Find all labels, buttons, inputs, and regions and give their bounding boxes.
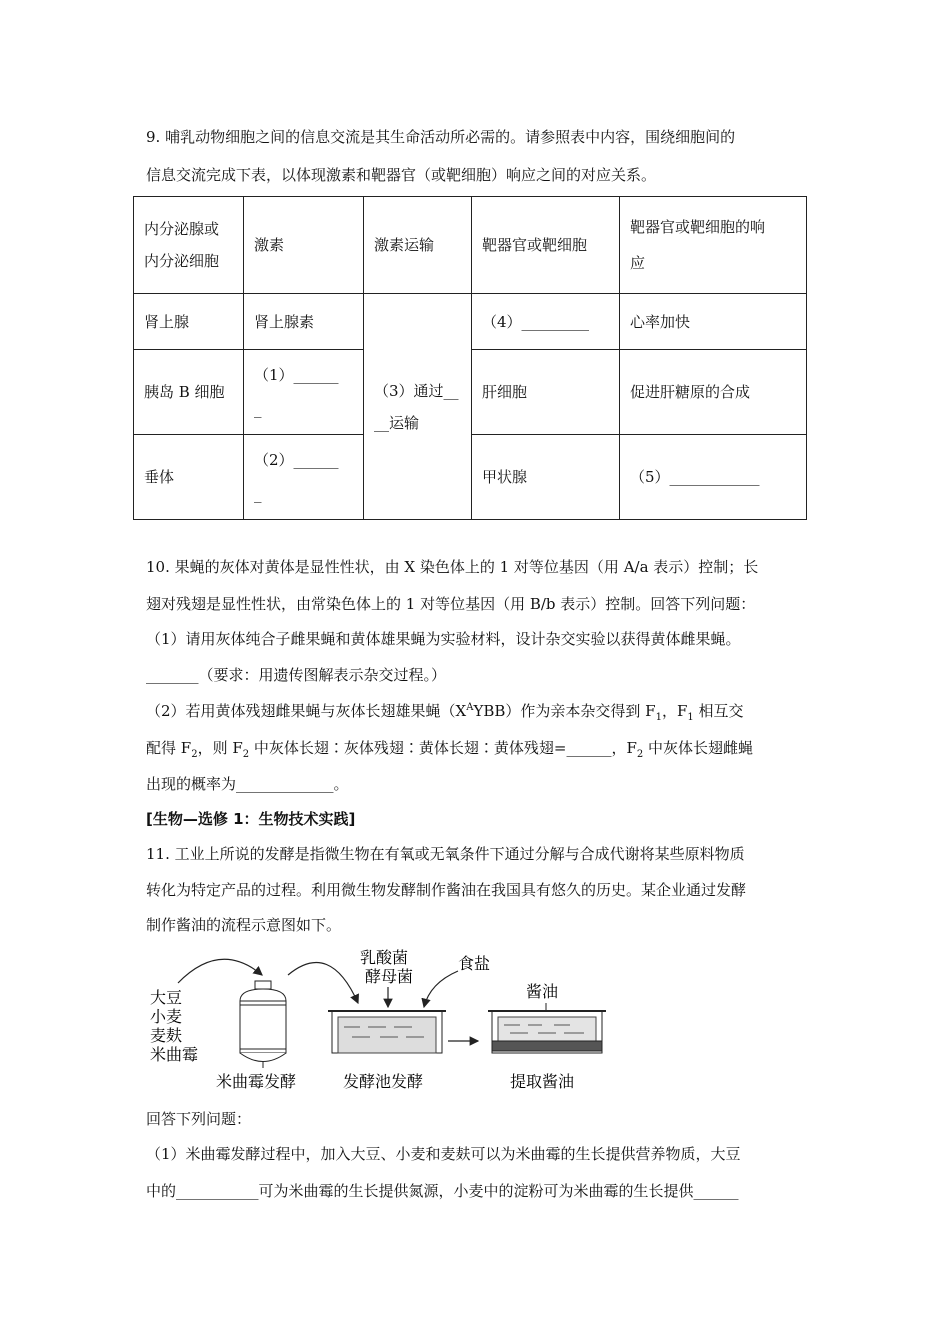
- q10-line-3: （1）请用灰体纯合子雌果蝇和黄体雄果蝇为实验材料，设计杂交实验以获得黄体雌果蝇。: [146, 630, 741, 648]
- material-aspergillus: 米曲霉: [150, 1045, 199, 1064]
- cell-hormone: 肾上腺素: [244, 294, 364, 350]
- cell-hormone: （1）______ _: [244, 350, 364, 435]
- q11-line-3: 制作酱油的流程示意图如下。: [146, 916, 342, 934]
- q10-line-1: 10. 果蝇的灰体对黄体是显性性状，由 X 染色体上的 1 对等位基因（用 A/a 表示）控制；长: [146, 558, 759, 576]
- q11-line-2: 转化为特定产品的过程。利用微生物发酵制作酱油在我国具有悠久的历史。某企业通过发酵: [146, 881, 747, 899]
- header-gland: 内分泌腺或 内分泌细胞: [134, 197, 244, 294]
- arrow-materials-to-fermenter: [178, 959, 262, 983]
- header-target: 靶器官或靶细胞: [472, 197, 620, 294]
- table-row: [134, 294, 807, 350]
- cell-target: （4）_________: [472, 294, 620, 350]
- cell-hormone: （2）______ _: [244, 435, 364, 520]
- arrow-fermenter-to-tank: [288, 963, 358, 1004]
- stage-label-extract: 提取酱油: [510, 1072, 575, 1091]
- fermenter-vessel-icon: [240, 981, 286, 1068]
- soy-sauce-process-diagram: [140, 945, 620, 1095]
- header-transport: 激素运输: [364, 197, 472, 294]
- section-title: [生物—选修 1：生物技术实践]: [146, 810, 356, 828]
- header-hormone: 激素: [244, 197, 364, 294]
- q11-line-6: 中的___________可为米曲霉的生长提供氮源，小麦中的淀粉可为米曲霉的生长提供______: [146, 1182, 739, 1200]
- q10-line-5: （2）若用黄体残翅雌果蝇与灰体长翅雄果蝇$(X^AYBB)$作为亲本杂交得到 $F_1$，$F_1$ 相互交: [146, 702, 744, 723]
- header-response: 靶器官或靶细胞的响 应: [620, 197, 807, 294]
- cell-target: 肝细胞: [472, 350, 620, 435]
- q11-line-4: 回答下列问题：: [146, 1110, 252, 1128]
- fermentation-tank-icon: [328, 1011, 446, 1053]
- material-wheat: 小麦: [150, 1007, 183, 1026]
- stage-label-tank: 发酵池发酵: [343, 1072, 424, 1091]
- extraction-tank-icon: [488, 1003, 606, 1053]
- microbe-yeast: 酵母菌: [365, 967, 414, 986]
- cell-target: 甲状腺: [472, 435, 620, 520]
- q10-line-2: 翅对残翅是显性性状，由常染色体上的 1 对等位基因（用 B/b 表示）控制。回答下列问题：: [146, 595, 756, 613]
- stage-label-aspergillus: 米曲霉发酵: [216, 1072, 297, 1091]
- q10-line-7: 出现的概率为_____________。: [146, 775, 349, 793]
- cell-response: （5）____________: [620, 435, 807, 520]
- q9-line-2: 信息交流完成下表，以体现激素和靶器官（或靶细胞）响应之间的对应关系。: [146, 166, 657, 184]
- microbe-lactobacillus: 乳酸菌: [360, 948, 409, 967]
- arrow-salt: [424, 971, 458, 1007]
- cell-response: 心率加快: [620, 294, 807, 350]
- salt-label: 食盐: [458, 954, 491, 973]
- cell-gland: 垂体: [134, 435, 244, 520]
- hormone-table: [133, 196, 807, 520]
- q10-line-4: _______（要求：用遗传图解表示杂交过程。）: [146, 666, 447, 684]
- cell-response: 促进肝糖原的合成: [620, 350, 807, 435]
- material-soybean: 大豆: [150, 988, 183, 1007]
- table-header-row: [134, 197, 807, 294]
- cell-transport: （3）通过__ __运输: [364, 294, 472, 520]
- q10-line-6: 配得 $F_2$，则 $F_2$ 中灰体长翅∶灰体残翅∶黄体长翅∶黄体残翅=______，$F_2$ 中灰体长翅雌蝇: [146, 739, 754, 760]
- q11-line-5: （1）米曲霉发酵过程中，加入大豆、小麦和麦麸可以为米曲霉的生长提供营养物质，大豆: [146, 1145, 741, 1163]
- cell-gland: 胰岛 B 细胞: [134, 350, 244, 435]
- product-label: 酱油: [526, 982, 559, 1001]
- cell-gland: 肾上腺: [134, 294, 244, 350]
- q9-line-1: 9. 哺乳动物细胞之间的信息交流是其生命活动所必需的。请参照表中内容，围绕细胞间的: [146, 128, 736, 146]
- material-bran: 麦麸: [150, 1026, 183, 1045]
- q11-line-1: 11. 工业上所说的发酵是指微生物在有氧或无氧条件下通过分解与合成代谢将某些原料物质: [146, 845, 745, 863]
